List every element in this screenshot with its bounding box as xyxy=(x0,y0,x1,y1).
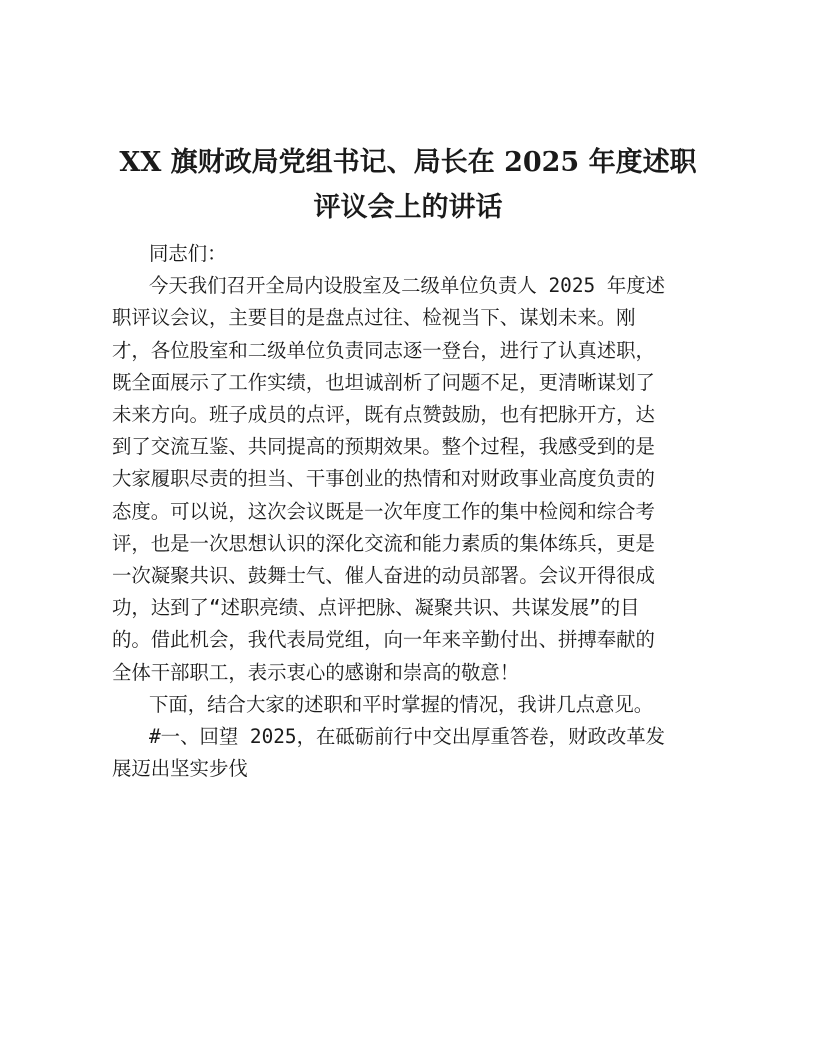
salutation-text: 同志们： xyxy=(149,242,227,265)
salutation xyxy=(112,238,704,270)
section-heading-line: #一、回望 2025，在砥砺前行中交出厚重答卷，财政改革发 xyxy=(149,725,666,749)
paragraph-opening xyxy=(112,270,704,689)
paragraph-line: 大家履职尽责的担当、干事创业的热情和对财政事业高度负责的 xyxy=(112,467,655,491)
paragraph-line: 一次凝聚共识、鼓舞士气、催人奋进的动员部署。会议开得很成 xyxy=(112,564,655,588)
document-title xyxy=(112,140,704,230)
paragraph-line: 今天我们召开全局内设股室及二级单位负责人 2025 年度述 xyxy=(149,274,666,298)
section-heading-line: 展迈出坚实步伐 xyxy=(112,757,248,781)
document-page xyxy=(112,140,704,785)
paragraph-line: 功，达到了“述职亮绩、点评把脉、凝聚共识、共谋发展”的目 xyxy=(112,596,640,620)
paragraph-line: 既全面展示了工作实绩，也坦诚剖析了问题不足，更清晰谋划了 xyxy=(112,370,655,394)
title-line-1: XX 旗财政局党组书记、局长在 2025 年度述职 xyxy=(119,147,697,178)
paragraph-line: 下面，结合大家的述职和平时掌握的情况，我讲几点意见。 xyxy=(149,692,654,716)
paragraph-line: 全体干部职工，表示衷心的感谢和崇高的敬意！ xyxy=(112,660,520,684)
section-heading-1 xyxy=(112,721,704,785)
paragraph-line: 职评议会议，主要目的是盘点过往、检视当下、谋划未来。刚 xyxy=(112,306,636,330)
paragraph-line: 到了交流互鉴、共同提高的预期效果。整个过程，我感受到的是 xyxy=(112,435,655,459)
paragraph-transition xyxy=(112,689,704,721)
paragraph-line: 态度。可以说，这次会议既是一次年度工作的集中检阅和综合考 xyxy=(112,499,655,523)
title-line-2: 评议会上的讲话 xyxy=(313,192,503,223)
paragraph-line: 评，也是一次思想认识的深化交流和能力素质的集体练兵，更是 xyxy=(112,531,655,555)
paragraph-line: 才，各位股室和二级单位负责同志逐一登台，进行了认真述职， xyxy=(112,338,655,362)
paragraph-line: 未来方向。班子成员的点评，既有点赞鼓励，也有把脉开方，达 xyxy=(112,403,655,427)
paragraph-line: 的。借此机会，我代表局党组，向一年来辛勤付出、拼搏奉献的 xyxy=(112,628,655,652)
